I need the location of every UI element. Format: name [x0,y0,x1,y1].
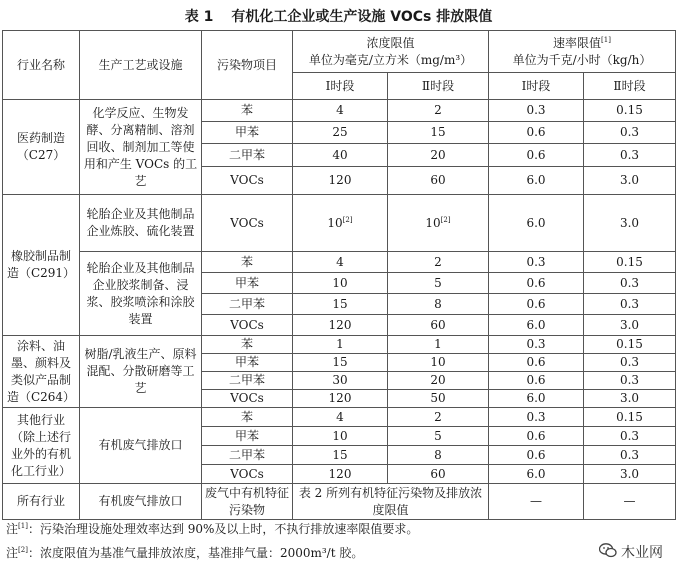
conc-phase2-cell: 60 [388,167,489,195]
rate-phase1-cell: 0.6 [489,446,584,465]
pollutant-cell: 苯 [202,100,293,122]
rate-phase2-all: — [584,484,676,520]
pollutant-all: 废气中有机特征污染物 [202,484,293,520]
industry-coating: 涂料、油墨、颜料及类似产品制造（C264） [3,336,80,408]
rate-phase1-cell: 6.0 [489,195,584,252]
conc-phase1-cell: 120 [293,390,388,408]
conc-phase1-cell: 15 [293,446,388,465]
process-pharma: 化学反应、生物发酵、分离精制、溶剂回收、制剂加工等使用和产生 VOCs 的工艺 [80,100,202,195]
rate-footnote-mark: [1] [601,35,611,44]
process-all: 有机废气排放口 [80,484,202,520]
rate-phase1-cell: 0.3 [489,336,584,354]
conc-phase2-cell: 8 [388,446,489,465]
rate-phase1-cell: 0.3 [489,252,584,273]
conc-phase2-cell: 1 [388,336,489,354]
header-pollutant: 污染物项目 [202,31,293,100]
pollutant-cell: VOCs [202,167,293,195]
table-row [3,336,676,354]
conc-phase2-cell: 60 [388,465,489,484]
pollutant-cell: 甲苯 [202,122,293,144]
rate-phase1-cell: 0.6 [489,273,584,294]
footnote-mark: [2] [342,215,353,224]
process-rubber-2: 轮胎企业及其他制品企业胶浆制备、浸浆、胶浆喷涂和涂胶装置 [80,252,202,336]
rate-phase1-cell: 0.6 [489,354,584,372]
pollutant-cell: 苯 [202,252,293,273]
header-process: 生产工艺或设施 [80,31,202,100]
industry-all: 所有行业 [3,484,80,520]
pollutant-cell: VOCs [202,465,293,484]
watermark-text: 木业网 [621,545,663,561]
header-rate [489,31,676,73]
rate-unit: 单位为千克/小时（kg/h） [512,52,652,67]
conc-phase2-cell: 20 [388,372,489,390]
table-row [3,100,676,122]
rate-phase1-cell: 6.0 [489,315,584,336]
header-concentration [293,31,489,73]
pollutant-cell: VOCs [202,390,293,408]
conc-phase2-cell: 10 [388,354,489,372]
rate-phase1-all: — [489,484,584,520]
footnote-1 [6,520,418,537]
rate-phase1-cell: 0.6 [489,427,584,446]
header-rate-phase2: Ⅱ时段 [584,73,676,100]
table-row [3,408,676,427]
wechat-icon [599,543,617,562]
conc-phase1-cell: 10 [293,427,388,446]
rate-phase2-cell: 3.0 [584,167,676,195]
industry-other: 其他行业（除上述行业外的有机化工行业） [3,408,80,484]
rate-phase2-cell: 0.3 [584,427,676,446]
footnote-mark: [2] [18,546,28,554]
conc-phase1-cell [293,195,388,252]
watermark [599,542,663,562]
industry-rubber: 橡胶制品制造（C291） [3,195,80,336]
table-title [0,6,677,26]
conc-phase1-cell: 4 [293,408,388,427]
pollutant-cell: 二甲苯 [202,294,293,315]
header-industry: 行业名称 [3,31,80,100]
header-conc-phase2: Ⅱ时段 [388,73,489,100]
conc-phase1-cell: 120 [293,315,388,336]
header-conc-phase1: Ⅰ时段 [293,73,388,100]
conc-phase1-cell: 25 [293,122,388,144]
pollutant-cell: 二甲苯 [202,144,293,167]
conc-phase2-cell: 5 [388,427,489,446]
conc-phase2-cell [388,195,489,252]
conc-phase1-cell: 120 [293,465,388,484]
rate-phase1-cell: 6.0 [489,167,584,195]
footnote-2 [6,544,363,561]
pollutant-cell: 二甲苯 [202,446,293,465]
pollutant-cell: 苯 [202,408,293,427]
pollutant-cell: VOCs [202,195,293,252]
header-rate-phase1: Ⅰ时段 [489,73,584,100]
rate-title: 速率限值 [553,35,602,50]
rate-phase2-cell: 3.0 [584,195,676,252]
conc-phase1-cell: 120 [293,167,388,195]
rate-phase2-cell: 0.15 [584,100,676,122]
conc-phase1-cell: 10 [293,273,388,294]
rate-phase1-cell: 0.6 [489,122,584,144]
conc-phase2-cell: 2 [388,408,489,427]
pollutant-cell: 二甲苯 [202,372,293,390]
rate-phase2-cell: 0.3 [584,122,676,144]
conc-phase2-cell: 8 [388,294,489,315]
conc-phase2-cell: 2 [388,252,489,273]
rate-phase1-cell: 0.3 [489,100,584,122]
table-row [3,195,676,252]
rate-phase1-cell: 6.0 [489,465,584,484]
pollutant-cell: 甲苯 [202,354,293,372]
conc-all: 表 2 所列有机特征污染物及排放浓度限值 [293,484,489,520]
conc-value: 10 [425,215,441,230]
conc-title: 浓度限值 [366,35,415,50]
conc-phase2-cell: 2 [388,100,489,122]
conc-phase2-cell: 50 [388,390,489,408]
table-row [3,484,676,520]
rate-phase2-cell: 0.15 [584,336,676,354]
rate-phase1-cell: 0.6 [489,294,584,315]
conc-phase1-cell: 15 [293,354,388,372]
pollutant-cell: 苯 [202,336,293,354]
rate-phase2-cell: 0.3 [584,372,676,390]
conc-phase1-cell: 4 [293,252,388,273]
conc-phase2-cell: 60 [388,315,489,336]
rate-phase2-cell: 0.3 [584,144,676,167]
pollutant-cell: 甲苯 [202,273,293,294]
rate-title-wrap [492,35,672,52]
rate-phase2-cell: 3.0 [584,390,676,408]
rate-phase2-cell: 3.0 [584,315,676,336]
process-rubber-1: 轮胎企业及其他制品企业炼胶、硫化装置 [80,195,202,252]
pollutant-cell: 甲苯 [202,427,293,446]
rate-phase2-cell: 0.3 [584,294,676,315]
footnote-text: ：浓度限值为基准气量排放浓度，基准排气量：2000m³/t 胶。 [27,546,364,560]
footnote-prefix: 注 [6,522,19,536]
rate-phase2-cell: 3.0 [584,465,676,484]
rate-phase2-cell: 0.3 [584,273,676,294]
process-other: 有机废气排放口 [80,408,202,484]
pollutant-cell: VOCs [202,315,293,336]
conc-value: 10 [327,215,343,230]
conc-unit: 单位为毫克/立方米（mg/m³） [308,52,473,67]
conc-phase2-cell: 5 [388,273,489,294]
rate-phase1-cell: 0.6 [489,144,584,167]
footnote-mark: [1] [18,522,28,530]
conc-phase1-cell: 30 [293,372,388,390]
conc-phase1-cell: 15 [293,294,388,315]
conc-phase2-cell: 15 [388,122,489,144]
rate-phase1-cell: 0.3 [489,408,584,427]
rate-phase2-cell: 0.3 [584,446,676,465]
rate-phase2-cell: 0.3 [584,354,676,372]
emission-limits-table [2,30,676,520]
process-coating: 树脂/乳液生产、原料混配、分散研磨等工艺 [80,336,202,408]
footnote-text: ：污染治理设施处理效率达到 90%及以上时，不执行排放速率限值要求。 [27,522,419,536]
rate-phase2-cell: 0.15 [584,408,676,427]
conc-phase1-cell: 1 [293,336,388,354]
conc-phase2-cell: 20 [388,144,489,167]
rate-phase1-cell: 6.0 [489,390,584,408]
table-number: 表 1 [184,9,214,25]
table-row [3,252,676,273]
footnote-mark: [2] [440,215,451,224]
table-caption: 有机化工企业或生产设施 VOCs 排放限值 [231,9,493,25]
conc-phase1-cell: 40 [293,144,388,167]
footnote-prefix: 注 [6,546,19,560]
rate-phase1-cell: 0.6 [489,372,584,390]
rate-phase2-cell: 0.15 [584,252,676,273]
conc-phase1-cell: 4 [293,100,388,122]
industry-pharma: 医药制造（C27） [3,100,80,195]
